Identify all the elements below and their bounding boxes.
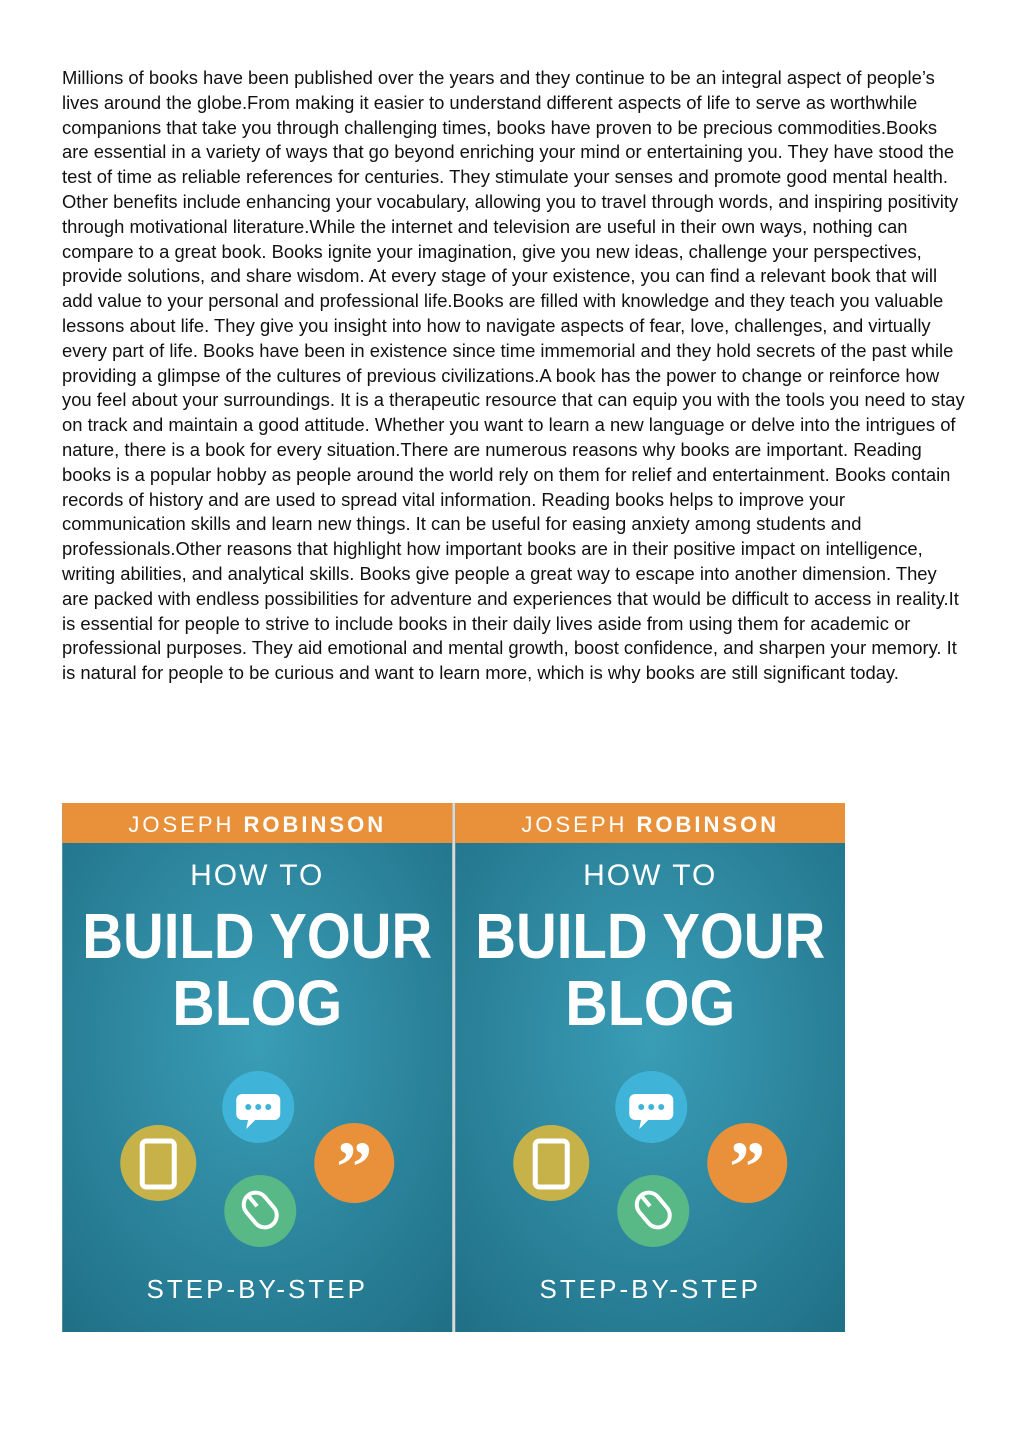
tablet-icon [513,1125,589,1201]
author-last-name: ROBINSON [636,812,779,837]
title-small: HOW TO [582,859,717,892]
chat-bubble-icon [615,1071,687,1143]
subtitle: STEP-BY-STEP [146,1274,368,1304]
tablet-icon [120,1125,196,1201]
svg-text:JOSEPH ROBINSON [521,812,779,837]
title-line-2: BLOG [172,967,343,1039]
chat-bubble-icon [222,1071,294,1143]
cover-art [455,803,846,1332]
author-last-name: ROBINSON [243,812,387,837]
book-cover-left [62,803,453,1332]
title-small: HOW TO [190,859,325,892]
mouse-icon [617,1175,689,1247]
svg-text:”: ” [728,1127,765,1207]
title-line-1: BUILD YOUR [82,900,433,972]
title-line-2: BLOG [564,967,735,1039]
book-covers [62,803,845,1332]
svg-text:”: ” [336,1127,373,1207]
author-first-name: JOSEPH [128,812,235,837]
author-first-name: JOSEPH [520,812,627,837]
cover-art [62,803,453,1332]
mouse-icon [224,1175,296,1247]
svg-text:JOSEPH ROBINSON [128,812,386,837]
subtitle: STEP-BY-STEP [539,1274,761,1304]
body-paragraph: Millions of books have been published over the years and they continue to be an integral aspect of people’s lives around the globe.From making it easier to understand different aspects of life to serve as worthwhile companions that take you through challenging times, books have proven to be precious commodities.Books are essential in a variety of ways that go beyond enriching your mind or entertaining you. They have stood the test of time as reliable references for centuries. They stimulate your senses and promote good mental health. Other benefits include enhancing your vocabulary, allowing you to travel through words, and inspiring positivity through motivational literature.While the internet and television are useful in their own ways, nothing can compare to a great book. Books ignite your imagination, give you new ideas, challenge your perspectives, provide solutions, and share wisdom. At every stage of your existence, you can find a relevant book that will add value to your personal and professional life.Books are filled with knowledge and they teach you valuable lessons about life. They give you insight into how to navigate aspects of fear, love, challenges, and virtually every part of life. Books have been in existence since time immemorial and they hold secrets of the past while providing a glimpse of the cultures of previous civilizations.A book has the power to change or reinforce how you feel about your surroundings. It is a therapeutic resource that can equip you with the tools you need to stay on track and maintain a good attitude. Whether you want to learn a new language or delve into the intrigues of nature, there is a book for every situation.There are numerous reasons why books are important. Reading books is a popular hobby as people around the world rely on them for relief and entertainment. Books contain records of history and are used to spread vital information. Reading books helps to improve your communication skills and learn new things. It can be useful for easing anxiety among students and professionals.Other reasons that highlight how important books are in their positive impact on intelligence, writing abilities, and analytical skills. Books give people a great way to escape into another dimension. They are packed with endless possibilities for adventure and experiences that would be difficult to access in reality.It is essential for people to strive to include books in their daily lives aside from using them for academic or professional purposes. They aid emotional and mental growth, boost confidence, and sharpen your memory. It is natural for people to be curious and want to learn more, which is why books are still significant today. [62,67,965,684]
book-cover-right [455,803,846,1332]
title-line-1: BUILD YOUR [474,900,825,972]
